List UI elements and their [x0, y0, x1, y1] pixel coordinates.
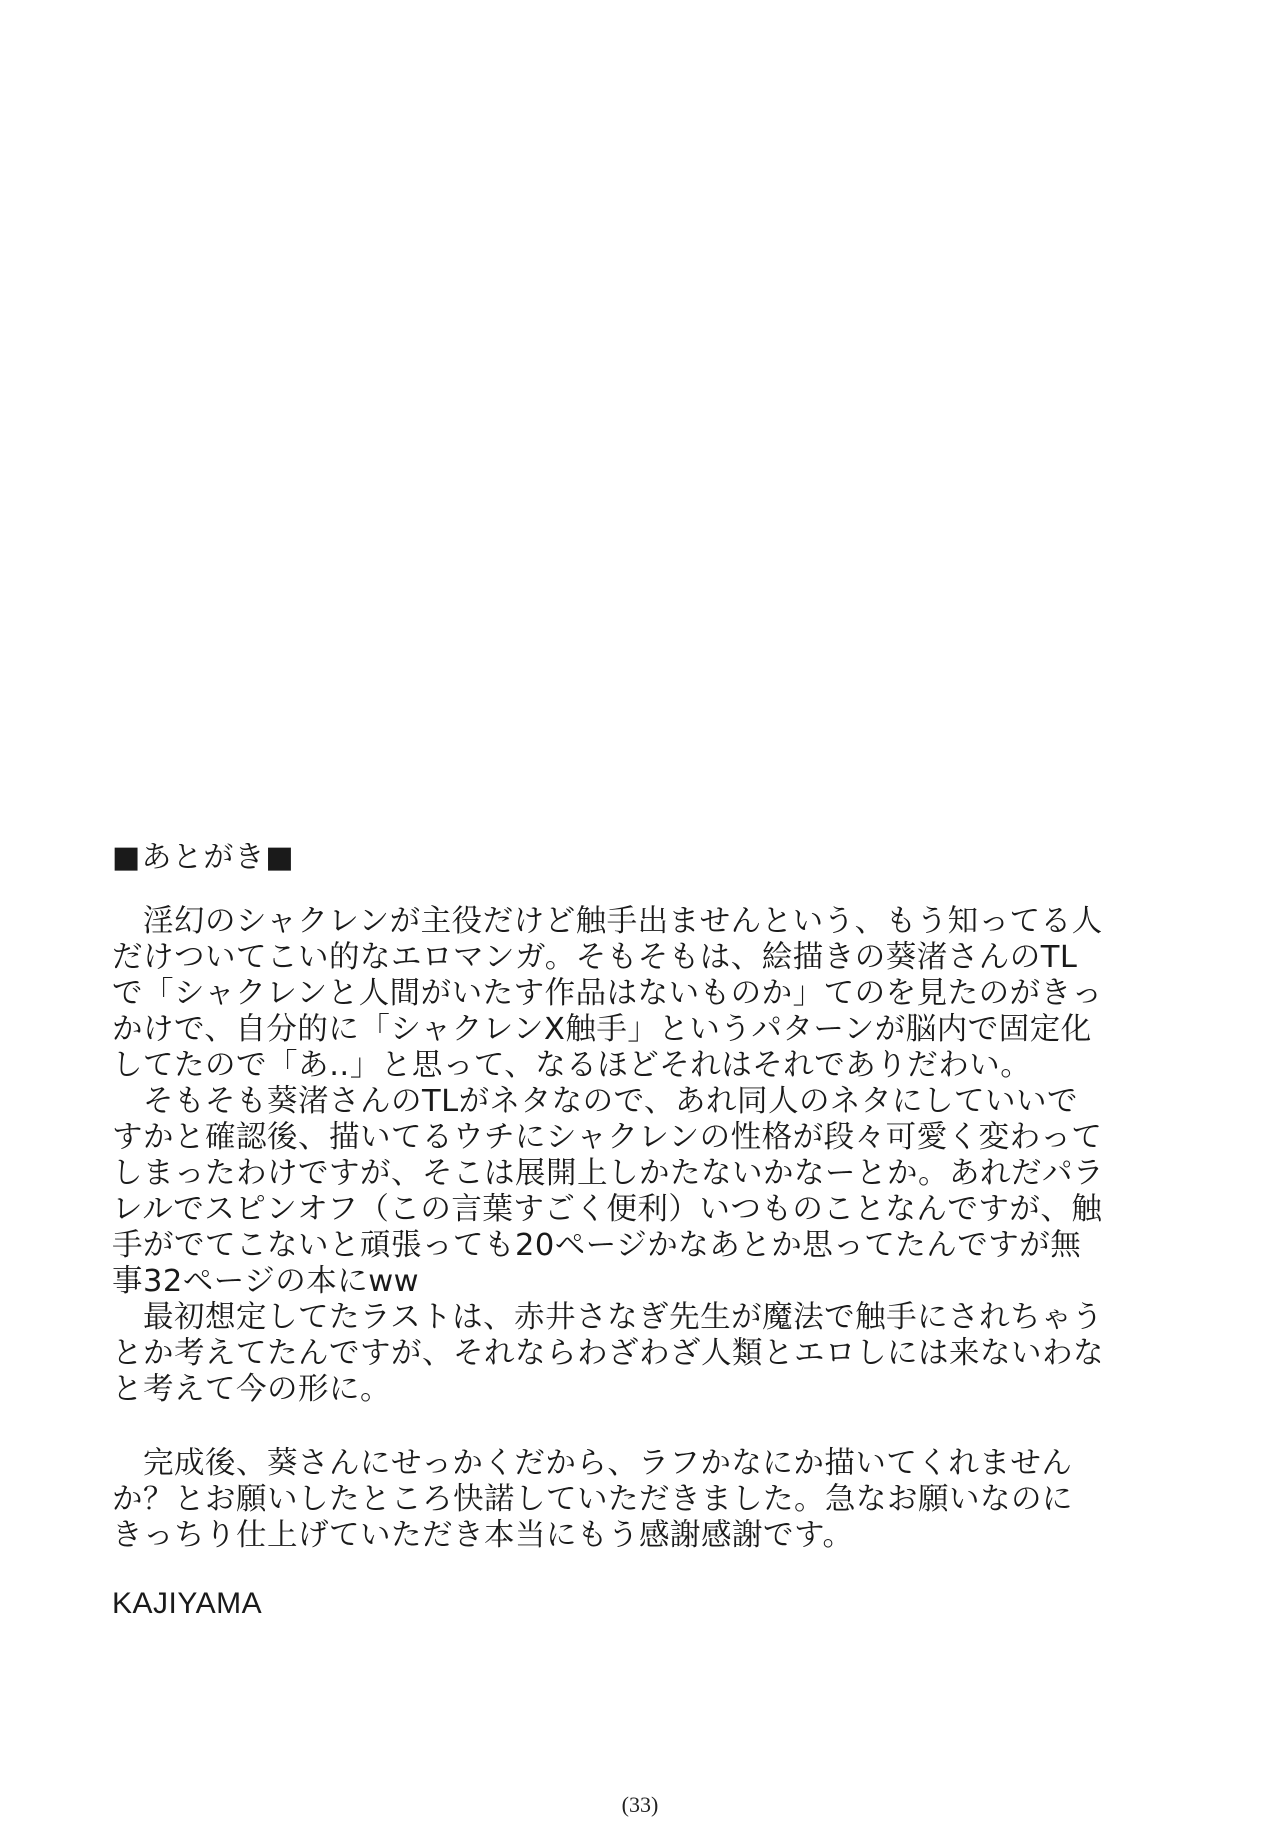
- text-line: で「シャクレンと人間がいたす作品はないものか」てのを見たのがきっ: [112, 976, 1103, 1011]
- afterword-paragraph-2: [112, 1446, 1112, 1554]
- page-number: (33): [621, 1792, 659, 1817]
- text-line: 淫幻のシャクレンが主役だけど触手出ませんという、もう知ってる人: [112, 904, 1103, 939]
- text-line: してたので「あ‥」と思って、なるほどそれはそれでありだわい。: [112, 1048, 1032, 1083]
- text-line: 完成後、葵さんにせっかくだから、ラフかなにか描いてくれません: [112, 1446, 1073, 1481]
- text-line: 事32ページの本にww: [112, 1264, 420, 1299]
- text-line: きっちり仕上げていただき本当にもう感謝感謝です。: [112, 1518, 854, 1553]
- text-line: と考えて今の形に。: [112, 1372, 391, 1407]
- afterword-paragraph-1: [112, 904, 1112, 1408]
- text-line: か？とお願いしたところ快諾していただきました。急なお願いなのに: [112, 1482, 1073, 1517]
- afterword-section: [112, 838, 1112, 1622]
- text-line: 最初想定してたラストは、赤井さなぎ先生が魔法で触手にされちゃう: [112, 1300, 1104, 1335]
- afterword-heading: ■あとがき■: [112, 840, 295, 875]
- author-signature: KAJIYAMA: [112, 1587, 263, 1620]
- paragraph-gap: [112, 1408, 1112, 1446]
- text-line: レルでスピンオフ（この言葉すごく便利）いつものことなんですが、触: [112, 1192, 1103, 1227]
- text-line: だけついてこい的なエロマンガ。そもそもは、絵描きの葵渚さんのTL: [112, 940, 1078, 975]
- text-line: そもそも葵渚さんのTLがネタなので、あれ同人のネタにしていいで: [112, 1084, 1079, 1119]
- text-line: 手がでてこないと頑張っても20ページかなあとか思ってたんですが無: [112, 1228, 1082, 1263]
- text-line: しまったわけですが、そこは展開上しかたないかなーとか。あれだパラ: [112, 1156, 1104, 1191]
- text-line: すかと確認後、描いてるウチにシャクレンの性格が段々可愛く変わって: [112, 1120, 1103, 1155]
- text-line: とか考えてたんですが、それならわざわざ人類とエロしには来ないわな: [112, 1336, 1104, 1371]
- text-line: かけで、自分的に「シャクレンX触手」というパターンが脳内で固定化: [112, 1012, 1092, 1047]
